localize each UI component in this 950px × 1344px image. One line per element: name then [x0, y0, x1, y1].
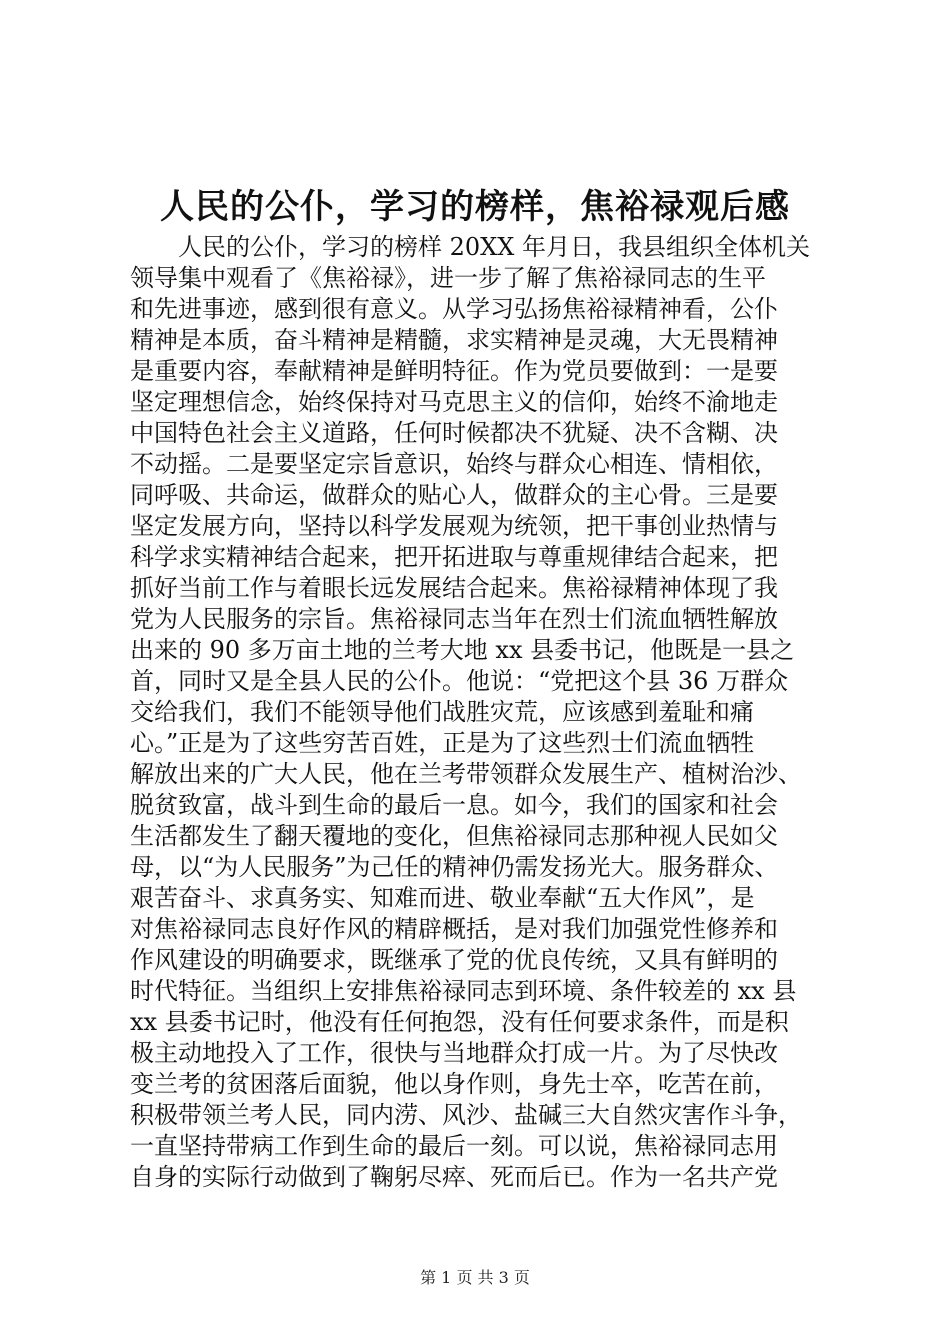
body-line: 不动摇。二是要坚定宗旨意识，始终与群众心相连、情相依， — [130, 450, 778, 478]
document-title: 人民的公仆，学习的榜样，焦裕禄观后感 — [160, 187, 790, 227]
body-line: 时代特征。当组织上安排焦裕禄同志到环境、条件较差的 xx 县 — [130, 977, 797, 1005]
body-line: 生活都发生了翻天覆地的变化，但焦裕禄同志那种视人民如父 — [130, 822, 778, 850]
document-body — [130, 232, 834, 1193]
body-line: 抓好当前工作与着眼长远发展结合起来。焦裕禄精神体现了我 — [130, 574, 778, 602]
body-line: 和先进事迹，感到很有意义。从学习弘扬焦裕禄精神看，公仆 — [130, 295, 778, 323]
body-line: 同呼吸、共命运，做群众的贴心人，做群众的主心骨。三是要 — [130, 481, 778, 509]
body-line: 中国特色社会主义道路，任何时候都决不犹疑、决不含糊、决 — [130, 419, 778, 447]
body-line: 脱贫致富，战斗到生命的最后一息。如今，我们的国家和社会 — [130, 791, 778, 819]
body-line: 极主动地投入了工作，很快与当地群众打成一片。为了尽快改 — [130, 1039, 778, 1067]
body-line: 作风建设的明确要求，既继承了党的优良传统，又具有鲜明的 — [130, 946, 778, 974]
body-line: 人民的公仆，学习的榜样 20XX 年月日，我县组织全体机关 — [130, 233, 810, 261]
body-line: 一直坚持带病工作到生命的最后一刻。可以说，焦裕禄同志用 — [130, 1132, 778, 1160]
body-line: 变兰考的贫困落后面貌，他以身作则，身先士卒，吃苦在前， — [130, 1070, 778, 1098]
body-line: 是重要内容，奉献精神是鲜明特征。作为党员要做到：一是要 — [130, 357, 778, 385]
body-line: 首，同时又是全县人民的公仆。他说：“党把这个县 36 万群众 — [130, 667, 789, 695]
body-line: 精神是本质，奋斗精神是精髓，求实精神是灵魂，大无畏精神 — [130, 326, 778, 354]
body-line: 科学求实精神结合起来，把开拓进取与尊重规律结合起来，把 — [130, 543, 778, 571]
body-line: 领导集中观看了《焦裕禄》，进一步了解了焦裕禄同志的生平 — [130, 264, 766, 292]
page-number-footer: 第 1 页 共 3 页 — [420, 1268, 530, 1287]
body-line: 解放出来的广大人民，他在兰考带领群众发展生产、植树治沙、 — [130, 760, 802, 788]
body-line: 母，以“为人民服务”为己任的精神仍需发扬光大。服务群众、 — [130, 853, 779, 881]
body-line: 积极带领兰考人民，同内涝、风沙、盐碱三大自然灾害作斗争， — [130, 1101, 802, 1129]
body-line: 自身的实际行动做到了鞠躬尽瘁、死而后已。作为一名共产党 — [130, 1163, 778, 1191]
body-line: 党为人民服务的宗旨。焦裕禄同志当年在烈士们流血牺牲解放 — [130, 605, 778, 633]
body-line: xx 县委书记时，他没有任何抱怨，没有任何要求条件，而是积 — [130, 1008, 789, 1036]
body-line: 坚定发展方向，坚持以科学发展观为统领，把干事创业热情与 — [130, 512, 778, 540]
body-line: 艰苦奋斗、求真务实、知难而进、敬业奉献“五大作风”，是 — [130, 884, 755, 912]
body-line: 坚定理想信念，始终保持对马克思主义的信仰，始终不渝地走 — [130, 388, 778, 416]
body-line: 出来的 90 多万亩土地的兰考大地 xx 县委书记，他既是一县之 — [130, 636, 795, 664]
body-line: 对焦裕禄同志良好作风的精辟概括，是对我们加强党性修养和 — [130, 915, 778, 943]
body-line: 心。”正是为了这些穷苦百姓，正是为了这些烈士们流血牺牲 — [130, 729, 755, 757]
body-line: 交给我们，我们不能领导他们战胜灾荒，应该感到羞耻和痛 — [130, 698, 754, 726]
